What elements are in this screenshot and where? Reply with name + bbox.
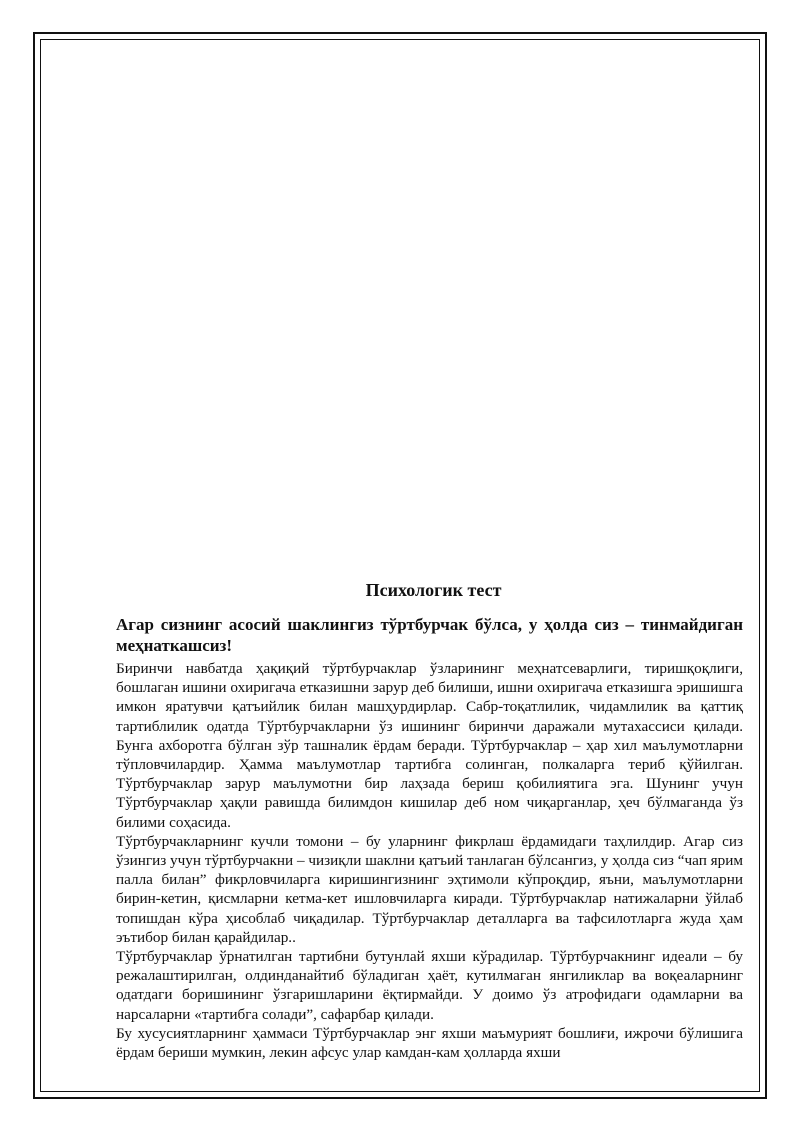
paragraph-3: Тўртбурчаклар ўрнатилган тартибни бутунлай яхши кўрадилар. Тўртбурчакнинг идеали – бу режалаштирилган, олдинданайтиб бўладиган ҳаёт, кутилмаган янгиликлар ва воқеаларнинг одатдаги боришининг ўзгаришларини ёқтирмайди. У доимо ўз атрофидаги одамларни ва нарсаларни «тартибга солади”, сафарбар қилади.: [116, 948, 743, 1023]
document-body: [116, 578, 743, 1062]
document-subtitle: Агар сизнинг асосий шаклингиз тўртбурчак бўлса, у ҳолда сиз – тинмайдиган меҳнаткашсиз!: [116, 615, 743, 655]
document-title: Психологик тест: [365, 580, 502, 600]
paragraph-1: Биринчи навбатда ҳақиқий тўртбурчаклар ўзларининг меҳнатсеварлиги, тиришқоқлиги, бошлаган ишини охиригача етказишни зарур деб билиши, ишни охиригача етказишга эришишга имкон яратувчи қатъийлик билан машҳурдирлар. Сабр-тоқатлилик, чидамлилик ва қаттиқ тартиблилик одатда Тўртбурчакларни ўз ишининг биринчи даражали мутахассиси қилади. Бунга ахборотга бўлган зўр ташналик ёрдам беради. Тўртбурчаклар – ҳар хил маълумотларни тўпловчилардир. Ҳамма маълумотлар тартибга солинган, полкаларга териб қўйилган. Тўртбурчаклар зарур маълумотни бир лаҳзада бериш қобилиятига эга. Шунинг учун Тўртбурчаклар ҳақли равишда билимдон кишилар деб ном чиқарганлар, ҳеч бўлмаганда ўз билими соҳасида.: [116, 660, 743, 831]
paragraph-2: Тўртбурчакларнинг кучли томони – бу уларнинг фикрлаш ёрдамидаги таҳлилдир. Агар сиз ўзингиз учун тўртбурчакни – чизиқли шаклни қатъий танлаган бўлсангиз, у ҳолда сиз “чап ярим палла билан” фикрловчиларга киришингизнинг эҳтимоли кўпроқдир, яъни, маълумотларни бирин-кетин, қисмларни кетма-кет ишловчиларга киради. Тўртбурчаклар натижаларни ўйлаб топишдан кўра ҳисоблаб чиқадилар. Тўртбурчаклар деталларга ва тафсилотларга жуда ҳам эътибор билан қарайдилар..: [116, 832, 743, 946]
paragraph-4: Бу хусусиятларнинг ҳаммаси Тўртбурчаклар энг яхши маъмурият бошлиғи, ижрочи бўлишига ёрдам бериши мумкин, лекин афсус улар камдан-кам ҳолларда яхши: [116, 1024, 743, 1062]
